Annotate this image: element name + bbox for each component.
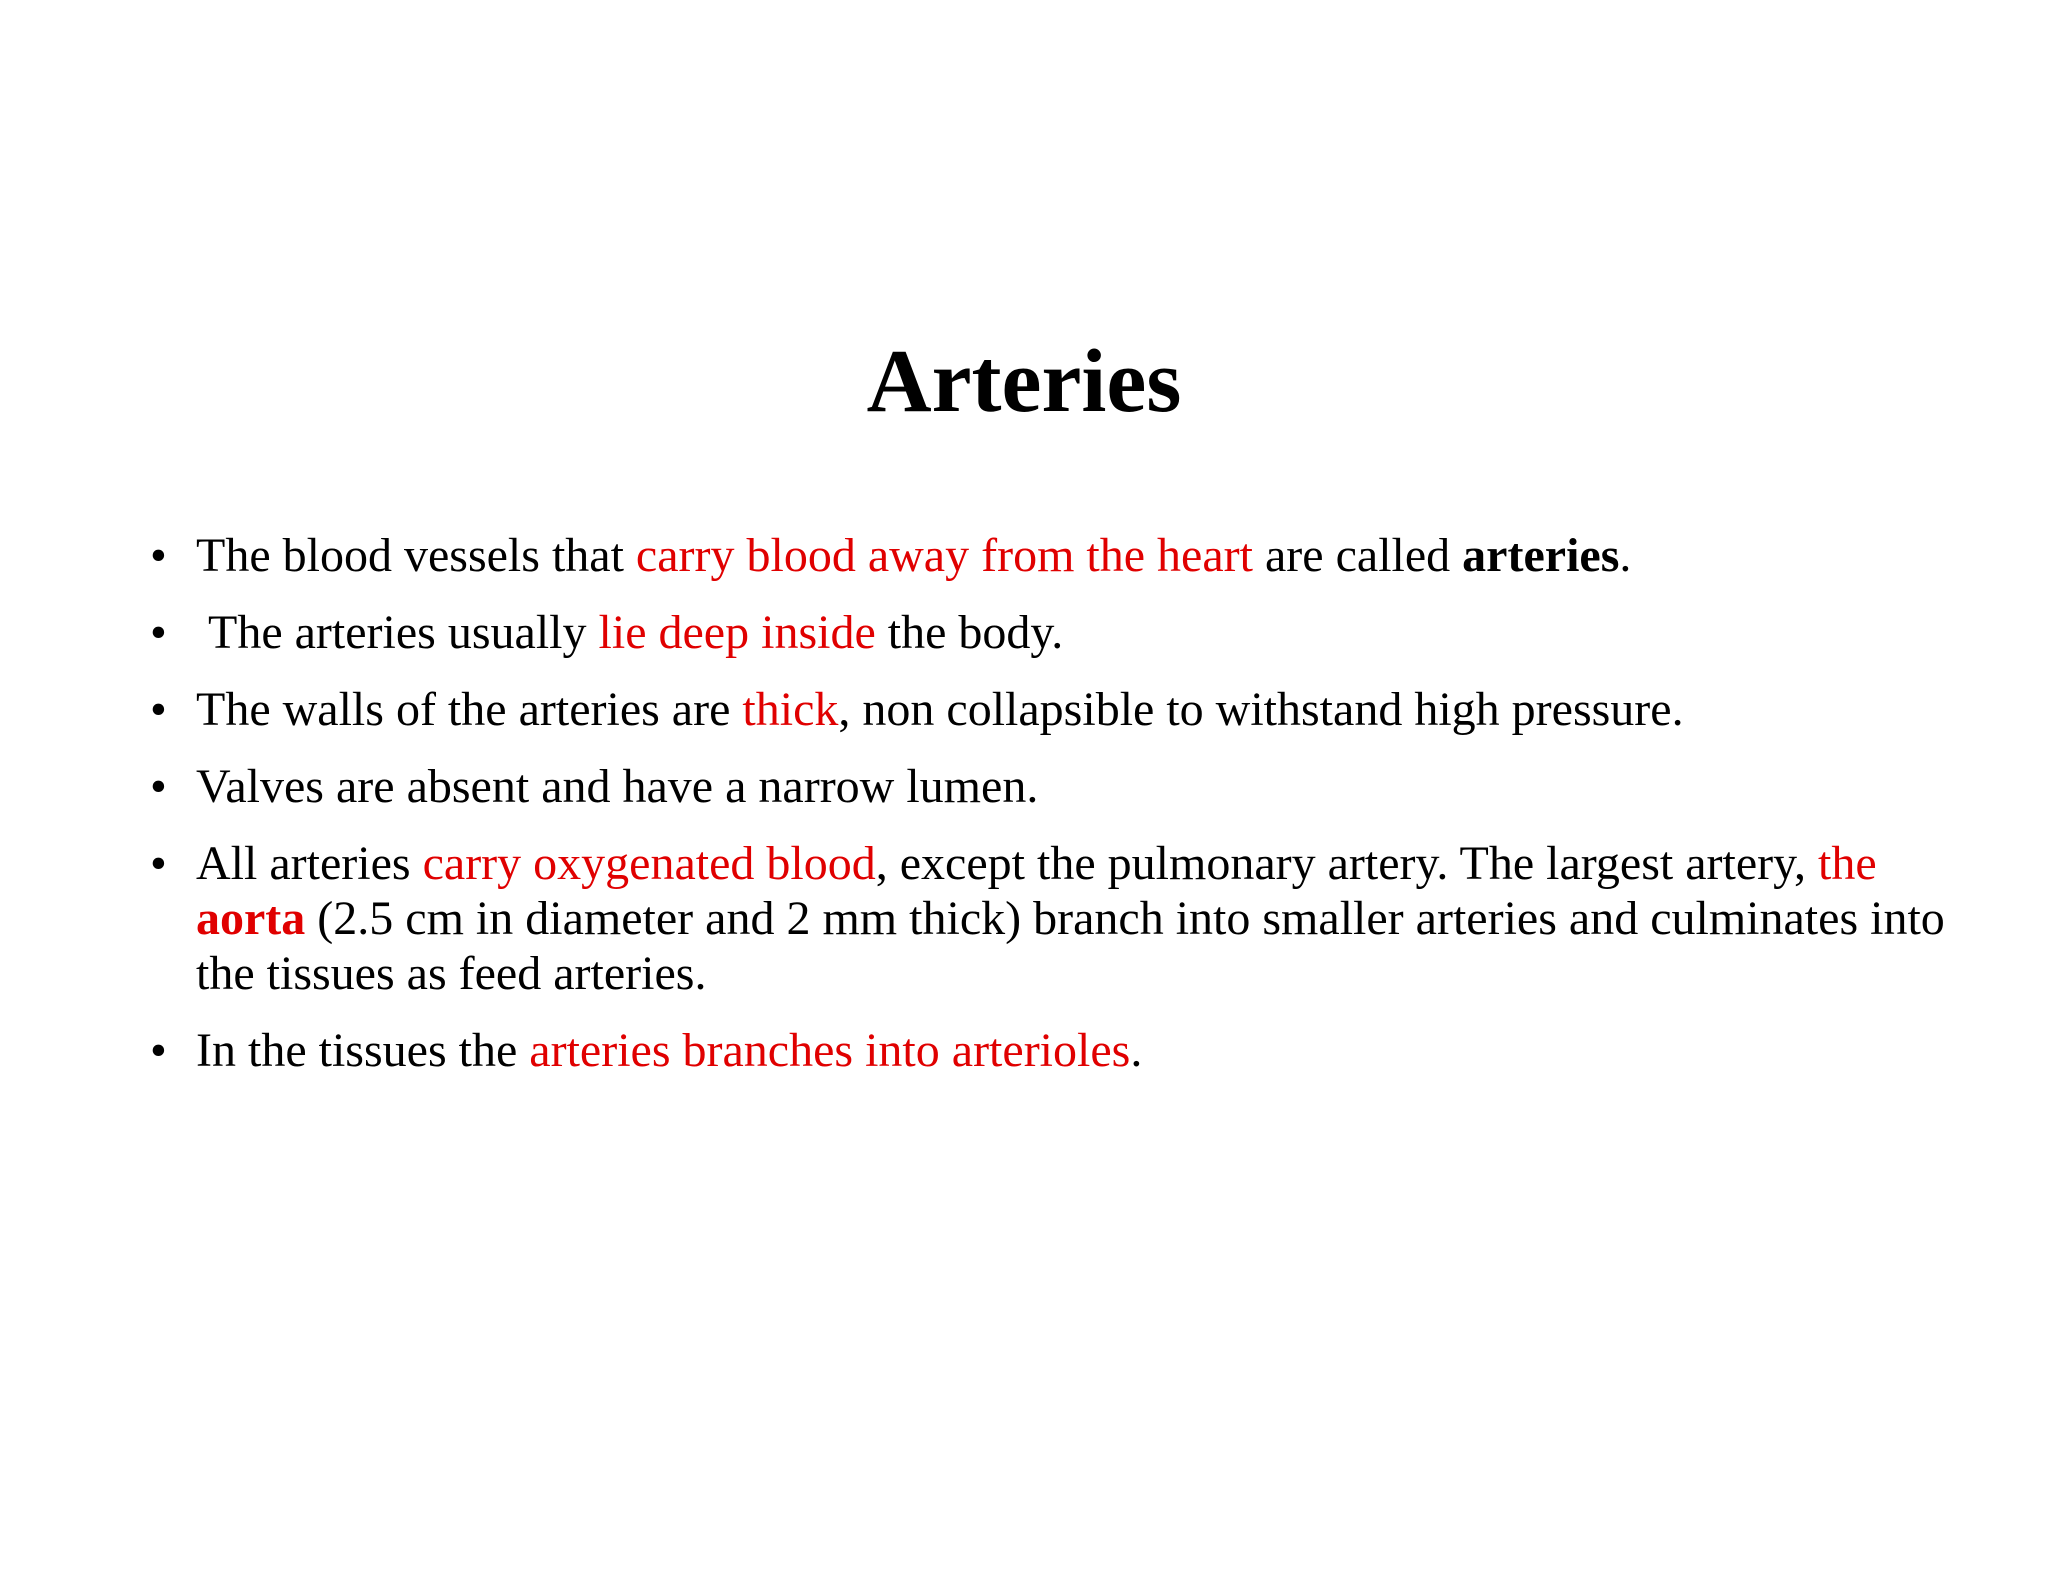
bullet-text: The blood vessels that carry blood away from the heart are called arteries.	[196, 529, 1632, 582]
bullet-text: The arteries usually lie deep inside the body.	[196, 606, 1064, 659]
slide-title: Arteries	[866, 332, 1182, 431]
bullet-item	[150, 836, 1970, 1001]
bullet-text: The walls of the arteries are thick, non collapsible to withstand high pressure.	[196, 683, 1684, 736]
bullet-text: Valves are absent and have a narrow lumen.	[196, 760, 1039, 813]
bullet-item	[150, 682, 1970, 737]
bullet-item	[150, 1023, 1970, 1078]
bullet-dot: •	[150, 760, 167, 813]
bullet-text: All arteries carry oxygenated blood, except the pulmonary artery. The largest artery, the aorta (2.5 cm in diameter and 2 mm thick) branch into smaller arteries and culminates into the tissues as feed arteries.	[196, 837, 1945, 1000]
bullet-item	[150, 605, 1970, 660]
bullet-dot: •	[150, 529, 167, 582]
bullet-dot: •	[150, 837, 167, 890]
bullet-list	[150, 528, 1970, 1100]
bullet-text: In the tissues the arteries branches into arterioles.	[196, 1024, 1143, 1077]
bullet-dot: •	[150, 683, 167, 736]
bullet-dot: •	[150, 606, 167, 659]
bullet-item	[150, 759, 1970, 814]
bullet-dot: •	[150, 1024, 167, 1077]
bullet-item	[150, 528, 1970, 583]
